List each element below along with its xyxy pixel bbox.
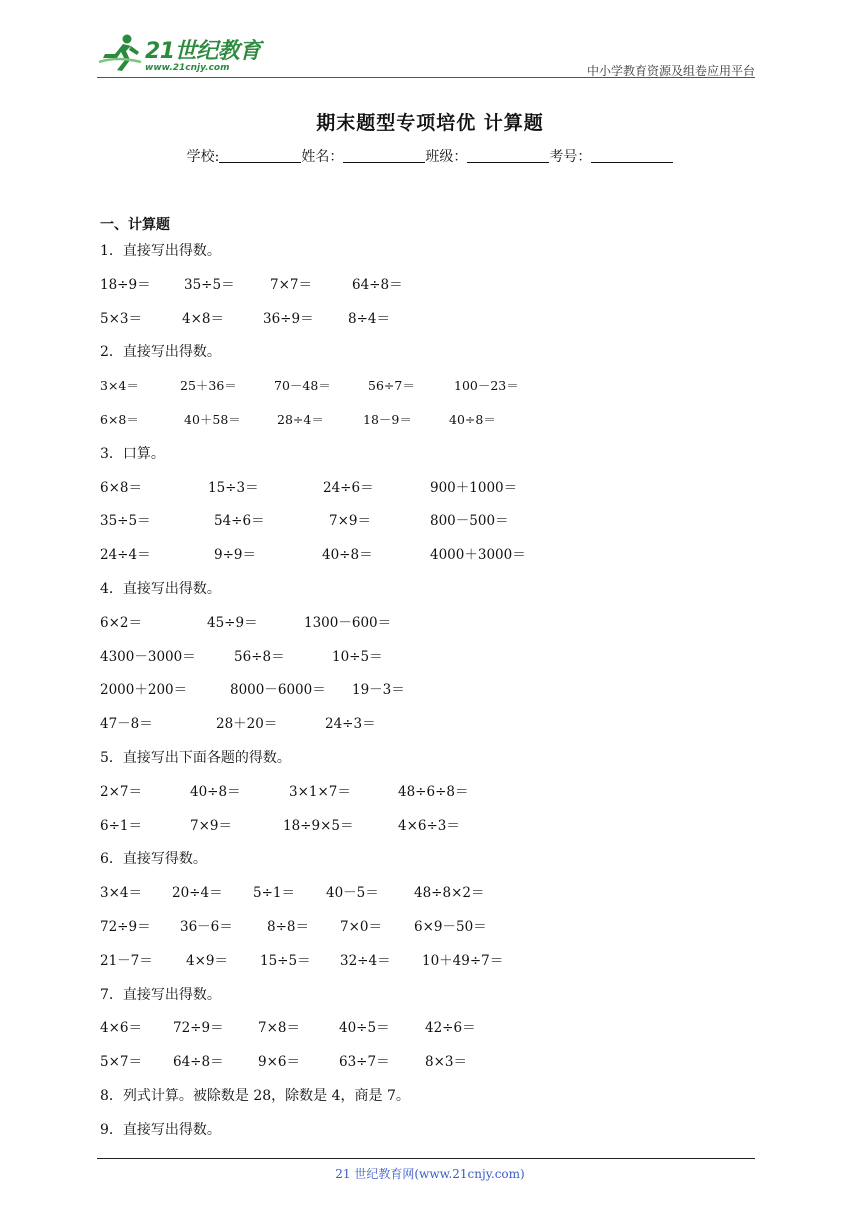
expression: 900＋1000＝ [430, 479, 518, 496]
expression: 4000＋3000＝ [430, 547, 526, 564]
expression-row [100, 544, 755, 578]
expression: 18÷9×5＝ [283, 817, 354, 834]
expression: 48÷8×2＝ [414, 885, 485, 902]
page-header [97, 30, 755, 78]
expression: 56÷7＝ [368, 378, 415, 394]
expression: 4×9＝ [186, 952, 228, 969]
expression-row [100, 950, 755, 984]
expression: 100－23＝ [454, 378, 519, 394]
question-label: 5．直接写出下面各题的得数。 [100, 749, 291, 766]
expression: 15÷5＝ [260, 952, 311, 969]
question-label: 6．直接写得数。 [100, 851, 207, 868]
expression: 40－5＝ [326, 885, 379, 902]
expression: 40＋58＝ [184, 411, 241, 427]
expression: 8000－6000＝ [230, 682, 326, 699]
expression: 8÷8＝ [267, 918, 309, 935]
expression: 10＋49÷7＝ [422, 952, 504, 969]
question-label: 3．口算。 [100, 445, 165, 462]
expression: 1300－600＝ [304, 614, 392, 631]
expression: 36－6＝ [180, 918, 233, 935]
expression: 40÷8＝ [190, 783, 241, 800]
expression: 6×9－50＝ [414, 918, 487, 935]
expression: 5÷1＝ [253, 885, 295, 902]
expression-row [100, 612, 755, 646]
expression: 64÷8＝ [173, 1054, 224, 1071]
expression: 3×1×7＝ [289, 783, 351, 800]
expression: 47－8＝ [100, 716, 153, 733]
expression: 6×8＝ [100, 479, 142, 496]
section-title: 一、计算题 [100, 217, 170, 233]
expression: 4×6＝ [100, 1020, 142, 1037]
expression: 10÷5＝ [332, 648, 383, 665]
expression: 72÷9＝ [100, 918, 151, 935]
expression: 19－3＝ [352, 682, 405, 699]
expression: 21－7＝ [100, 952, 153, 969]
expression: 5×7＝ [100, 1054, 142, 1071]
expression: 5×3＝ [100, 310, 142, 327]
expression-row [100, 1017, 755, 1051]
footer-divider [97, 1158, 755, 1159]
expression: 2×7＝ [100, 783, 142, 800]
runner-logo-icon [97, 32, 143, 72]
class-blank[interactable] [467, 149, 549, 163]
exam-no-blank[interactable] [591, 149, 673, 163]
expression: 56÷8＝ [234, 648, 285, 665]
expression: 8×3＝ [425, 1054, 467, 1071]
expression: 8÷4＝ [348, 310, 390, 327]
expression: 3×4＝ [100, 378, 139, 394]
expression-row [100, 477, 755, 511]
name-blank[interactable] [343, 149, 425, 163]
expression: 72÷9＝ [173, 1020, 224, 1037]
expression: 9×6＝ [258, 1054, 300, 1071]
logo-url: www.21cnjy.com [145, 63, 230, 73]
expression-row [100, 409, 755, 443]
page-title: 期末题型专项培优 计算题 [316, 112, 544, 134]
expression: 7×9＝ [190, 817, 232, 834]
name-label: 姓名： [301, 149, 344, 165]
expression-row [100, 679, 755, 713]
expression: 4300－3000＝ [100, 648, 196, 665]
expression: 24÷4＝ [100, 547, 151, 564]
expression: 63÷7＝ [339, 1054, 390, 1071]
expression: 35÷5＝ [184, 276, 235, 293]
expression: 800－500＝ [430, 513, 509, 530]
expression: 6×8＝ [100, 411, 139, 427]
question-label: 7．直接写出得数。 [100, 986, 221, 1003]
expression: 18－9＝ [363, 411, 412, 427]
expression: 54÷6＝ [214, 513, 265, 530]
exam-no-label: 考号： [549, 149, 592, 165]
question-label: 8．列式计算。被除数是 28，除数是 4，商是 7。 [100, 1087, 410, 1104]
expression: 42÷6＝ [425, 1020, 476, 1037]
expression: 24÷6＝ [323, 479, 374, 496]
expression-row [100, 916, 755, 950]
question-label: 1．直接写出得数。 [100, 243, 221, 259]
expression-row [100, 510, 755, 544]
expression: 28＋20＝ [216, 716, 278, 733]
logo [97, 30, 267, 78]
expression-row [100, 1051, 755, 1085]
question-list [100, 240, 755, 1153]
page-footer: 21 世纪教育网(www.21cnjy.com) [335, 1167, 525, 1181]
expression-row [100, 274, 755, 308]
expression: 9÷9＝ [214, 547, 256, 564]
class-label: 班级： [425, 149, 468, 165]
student-info-line [0, 146, 860, 166]
expression-row [100, 646, 755, 680]
question-label: 4．直接写出得数。 [100, 580, 221, 597]
logo-text: 21世纪教育 [145, 39, 261, 64]
expression: 3×4＝ [100, 885, 142, 902]
expression: 35÷5＝ [100, 513, 151, 530]
question-label: 9．直接写出得数。 [100, 1121, 221, 1138]
expression: 64÷8＝ [352, 276, 403, 293]
expression: 70－48＝ [274, 378, 331, 394]
expression: 48÷6÷8＝ [398, 783, 469, 800]
expression: 25＋36＝ [180, 378, 237, 394]
expression: 7×0＝ [340, 918, 382, 935]
expression-row [100, 882, 755, 916]
expression: 6×2＝ [100, 614, 142, 631]
expression: 15÷3＝ [208, 479, 259, 496]
expression: 7×7＝ [270, 276, 312, 293]
expression: 6÷1＝ [100, 817, 142, 834]
expression: 2000＋200＝ [100, 682, 188, 699]
expression-row [100, 815, 755, 849]
expression: 36÷9＝ [263, 310, 314, 327]
expression: 32÷4＝ [340, 952, 391, 969]
expression: 7×9＝ [329, 513, 371, 530]
school-label: 学校: [186, 149, 220, 165]
expression: 7×8＝ [258, 1020, 300, 1037]
header-divider [97, 77, 755, 78]
expression-row [100, 308, 755, 342]
expression: 24÷3＝ [325, 716, 376, 733]
platform-name: 中小学教育资源及组卷应用平台 [586, 64, 755, 78]
expression: 4×8＝ [182, 310, 224, 327]
school-blank[interactable] [219, 149, 301, 163]
expression-row [100, 713, 755, 747]
expression: 40÷8＝ [322, 547, 373, 564]
expression: 20÷4＝ [172, 885, 223, 902]
question-label: 2．直接写出得数。 [100, 344, 221, 361]
expression: 40÷8＝ [449, 411, 496, 427]
expression: 18÷9＝ [100, 276, 151, 293]
expression-row [100, 781, 755, 815]
expression: 40÷5＝ [339, 1020, 390, 1037]
expression: 45÷9＝ [207, 614, 258, 631]
expression-row [100, 375, 755, 409]
expression: 4×6÷3＝ [398, 817, 460, 834]
expression: 28÷4＝ [277, 411, 324, 427]
